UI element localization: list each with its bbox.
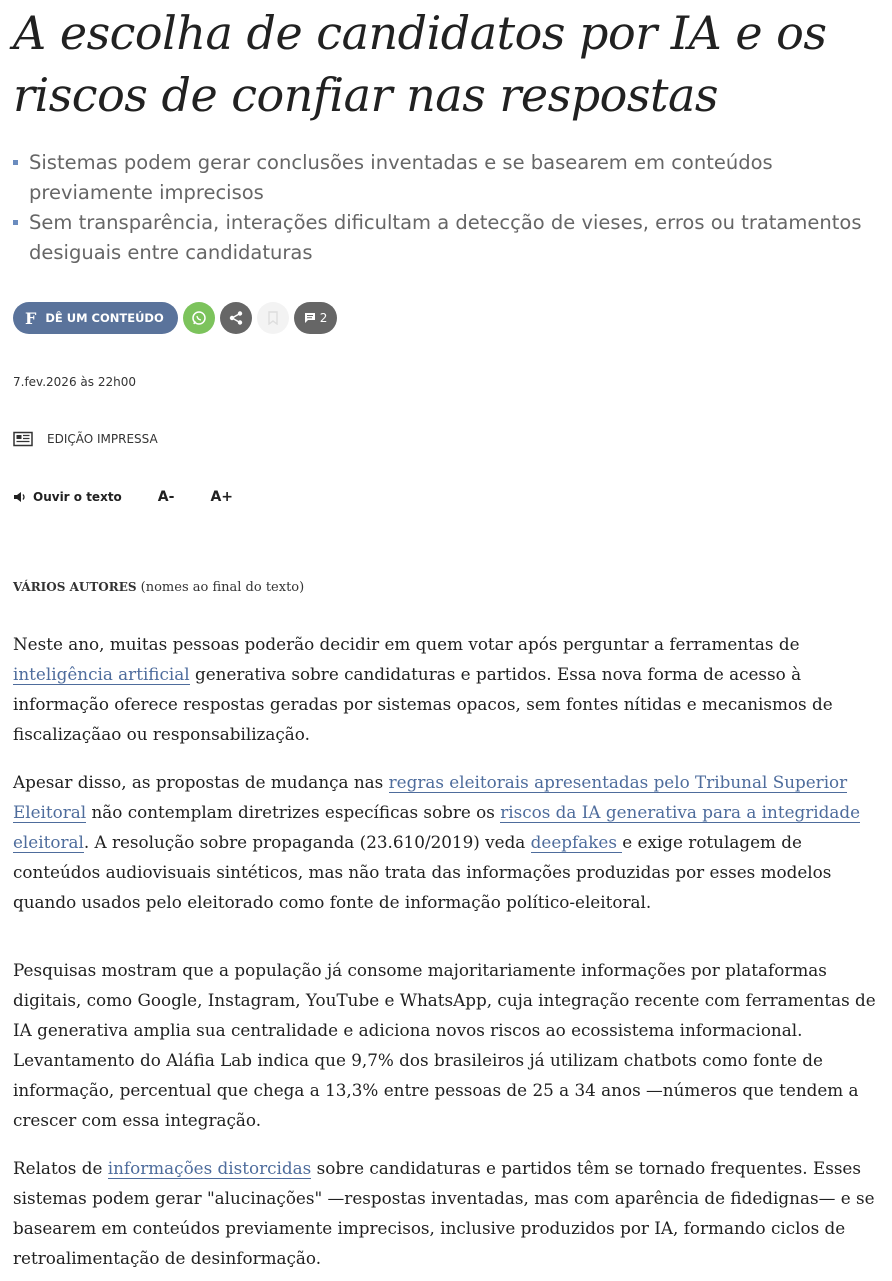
summary-item bbox=[13, 208, 883, 268]
share-button[interactable] bbox=[220, 302, 252, 334]
link-deepfakes[interactable]: deepfakes bbox=[530, 832, 623, 852]
bullet-icon bbox=[13, 160, 18, 165]
whatsapp-icon bbox=[191, 310, 207, 326]
font-increase-button[interactable]: A+ bbox=[210, 489, 234, 505]
article-paragraph bbox=[13, 767, 883, 917]
paragraph-text: . A resolução sobre propaganda (23.610/2019) veda bbox=[83, 832, 531, 852]
article-paragraph: Pesquisas mostram que a população já consome majoritariamente informações por plataformas digitais, como Google, Instagram, YouTube e WhatsApp, cuja integração recente com ferramentas de IA generativa amplia sua centralidade e adiciona novos riscos ao ecossistema informacional. Levantamento do Aláfia Lab indica que 9,7% dos brasileiros já utilizam chatbots como fonte de informação, percentual que chega a 13,3% entre pessoas de 25 a 34 anos —números que tendem a crescer com essa integração. bbox=[13, 960, 876, 1130]
share-toolbar bbox=[13, 302, 883, 334]
follow-button-label: DÊ UM CONTEÚDO bbox=[45, 311, 164, 325]
publish-date: 7.fev.2026 às 22h00 bbox=[13, 375, 136, 389]
paragraph-text: sobre candidaturas e partidos têm se tornado frequentes. Esses sistemas podem gerar "alucinações" —respostas inventadas, mas com aparência de fidedignas— e se basearem em conteúdos previamente imprecisos, inclusive produzidos por IA, formando ciclos de retroalimentação de desinformação. bbox=[13, 1158, 875, 1268]
summary-text: Sistemas podem gerar conclusões inventadas e se basearem em conteúdos previamente imprecisos bbox=[29, 151, 773, 204]
speaker-icon bbox=[13, 491, 27, 503]
author-byline bbox=[13, 577, 883, 598]
bookmark-button[interactable] bbox=[257, 302, 289, 334]
summary-item bbox=[13, 148, 883, 208]
article-summary-list bbox=[13, 148, 883, 268]
print-edition-link[interactable] bbox=[13, 429, 883, 449]
folha-logo-icon: F bbox=[25, 308, 37, 328]
listen-label: Ouvir o texto bbox=[33, 490, 122, 504]
article-paragraph bbox=[13, 629, 883, 749]
author-note: (nomes ao final do texto) bbox=[140, 580, 305, 595]
comments-count: 2 bbox=[319, 311, 328, 325]
link-informacoes-distorcidas[interactable]: informações distorcidas bbox=[107, 1158, 312, 1178]
link-riscos-ia[interactable]: riscos da IA generativa para a integridade eleitoral bbox=[13, 802, 861, 852]
whatsapp-share-button[interactable] bbox=[183, 302, 215, 334]
follow-button[interactable] bbox=[13, 302, 178, 334]
newspaper-icon bbox=[13, 431, 33, 447]
share-icon bbox=[228, 310, 244, 326]
reading-tools bbox=[13, 487, 883, 507]
font-decrease-button[interactable]: A- bbox=[157, 489, 175, 505]
comment-icon bbox=[304, 312, 316, 324]
author-names: VÁRIOS AUTORES bbox=[13, 580, 137, 594]
paragraph-text: Neste ano, muitas pessoas poderão decidir em quem votar após perguntar a ferramentas de bbox=[13, 634, 800, 654]
listen-button[interactable] bbox=[13, 490, 122, 504]
comments-button[interactable] bbox=[294, 302, 338, 334]
paragraph-text: generativa sobre candidaturas e partidos. Essa nova forma de acesso à informação oferece respostas geradas por sistemas opacos, sem fontes nítidas e mecanismos de fiscalizaçãao ou responsabilização. bbox=[13, 664, 833, 744]
paragraph-text: não contemplam diretrizes específicas sobre os bbox=[86, 802, 501, 822]
bullet-icon bbox=[13, 220, 18, 225]
summary-text: Sem transparência, interações dificultam a detecção de vieses, erros ou tratamentos desiguais entre candidaturas bbox=[29, 211, 862, 264]
bookmark-icon bbox=[267, 311, 279, 325]
paragraph-text: e exige rotulagem de conteúdos audiovisuais sintéticos, mas não trata das informações produzidas por esses modelos quando usados pelo eleitorado como fonte de informação político-eleitoral. bbox=[13, 832, 832, 912]
article-container bbox=[13, 0, 883, 1273]
print-edition-label: EDIÇÃO IMPRESSA bbox=[47, 432, 158, 446]
paragraph-text: Apesar disso, as propostas de mudança nas bbox=[13, 772, 389, 792]
link-regras-eleitorais[interactable]: regras eleitorais apresentadas pelo Tribunal Superior Eleitoral bbox=[13, 772, 848, 822]
article-paragraph bbox=[13, 1153, 883, 1273]
article-headline: A escolha de candidatos por IA e os riscos de confiar nas respostas bbox=[13, 6, 827, 122]
paragraph-text: Relatos de bbox=[13, 1158, 108, 1178]
link-inteligencia-artificial[interactable]: inteligência artificial bbox=[13, 664, 190, 684]
